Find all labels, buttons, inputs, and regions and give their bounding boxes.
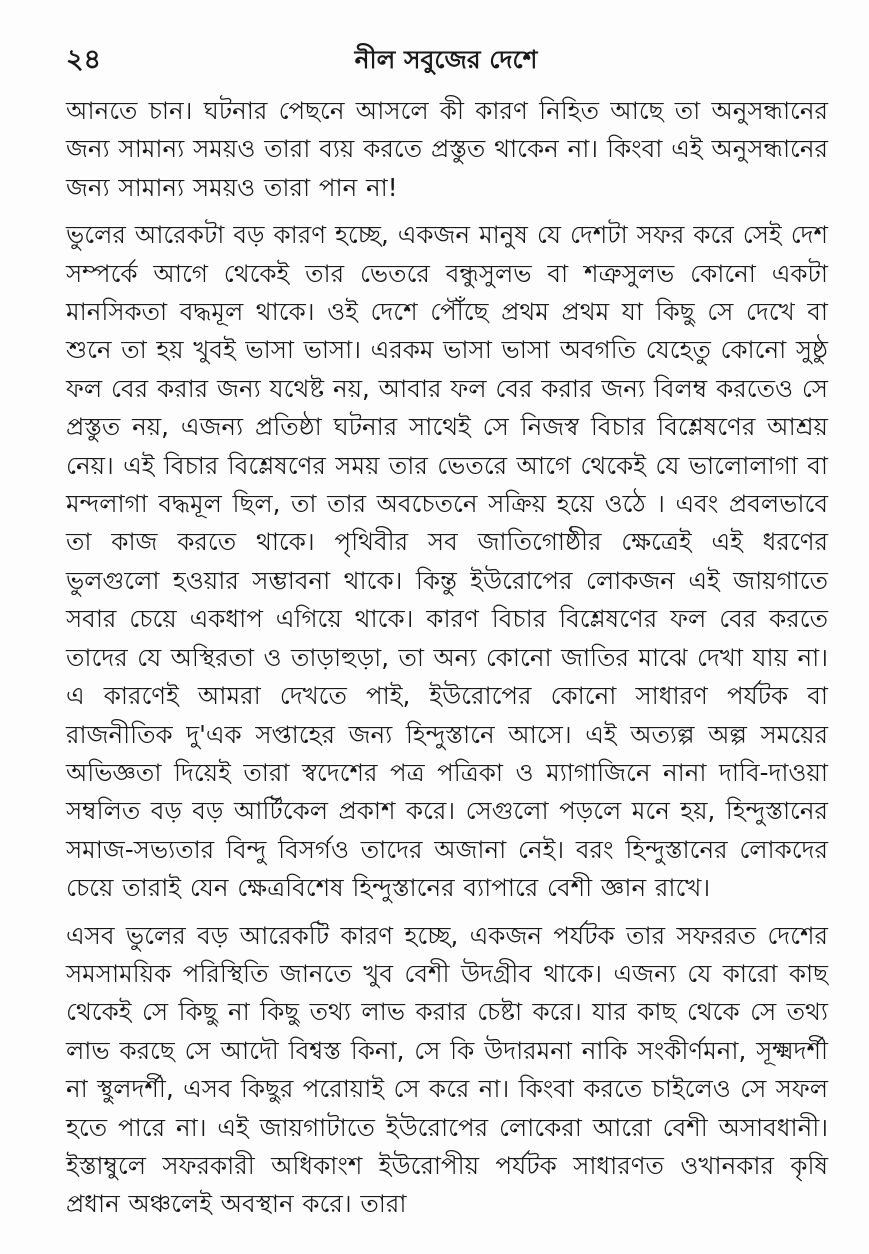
body-text xyxy=(66,92,828,1224)
running-title: নীল সবুজের দেশে xyxy=(354,45,538,74)
paragraph-1: আনতে চান। ঘটনার পেছনে আসলে কী কারণ নিহিত আছে তা অনুসন্ধানের জন্য সামান্য সময়ও তারা ব্যয় করতে প্রস্তুত থাকেন না। কিংবা এই অনুসন্ধানের জন্য সামান্য সময়ও তারা পান না! xyxy=(66,96,828,202)
page-number: ২৪ xyxy=(66,44,102,75)
paragraph-2: ভুলের আরেকটা বড় কারণ হচ্ছে, একজন মানুষ যে দেশটা সফর করে সেই দেশ সম্পর্কে আগে থেকেই তার ভেতরে বন্ধুসুলভ বা শত্রুসুলভ কোনো একটা মানসিকতা বদ্ধমূল থাকে। ওই দেশে পৌঁছে প্রথম প্রথম যা কিছু সে দেখে বা শুনে তা হয় খুবই ভাসা ভাসা। এরকম ভাসা ভাসা অবগতি যেহেতু কোনো সুষ্ঠু ফল বের করার জন্য যথেষ্ট নয়, আবার ফল বের করার জন্য বিলম্ব করতেও সে প্রস্তুত নয়, এজন্য প্রতিষ্ঠা ঘটনার সাথেই সে নিজস্ব বিচার বিশ্লেষণের আশ্রয় নেয়। এই বিচার বিশ্লেষণের সময় তার ভেতরে আগে থেকেই যে ভালোলাগা বা মন্দলাগা বদ্ধমূল ছিল, তা তার অবচেতনে সক্রিয় হয়ে ওঠে । এবং প্রবলভাবে তা কাজ করতে থাকে। পৃথিবীর সব জাতিগোষ্ঠীর ক্ষেত্রেই এই ধরণের ভুলগুলো হওয়ার সম্ভাবনা থাকে। কিন্তু ইউরোপের লোকজন এই জায়গাতে সবার চেয়ে একধাপ এগিয়ে থাকে। কারণ বিচার বিশ্লেষণের ফল বের করতে তাদের যে অস্থিরতা ও তাড়াহুড়া, তা অন্য কোনো জাতির মাঝে দেখা যায় না। এ কারণেই আমরা দেখতে পাই, ইউরোপের কোনো সাধারণ পর্যটক বা রাজনীতিক দু'এক সপ্তাহের জন্য হিন্দুস্তানে আসে। এই অত্যল্প অল্প সময়ের অভিজ্ঞতা দিয়েই তারা স্বদেশের পত্র পত্রিকা ও ম্যাগাজিনে নানা দাবি-দাওয়া সম্বলিত বড় বড় আর্টিকেল প্রকাশ করে। সেগুলো পড়লে মনে হয়, হিন্দুস্তানের সমাজ-সভ্যতার বিন্দু বিসর্গও তাদের অজানা নেই। বরং হিন্দুস্তানের লোকদের চেয়ে তারাই যেন ক্ষেত্রবিশেষ হিন্দুস্তানের ব্যাপারে বেশী জ্ঞান রাখে। xyxy=(66,220,828,903)
page-header xyxy=(66,40,826,80)
paragraph-3: এসব ভুলের বড় আরেকটি কারণ হচ্ছে, একজন পর্যটক তার সফররত দেশের সমসাময়িক পরিস্থিতি জানতে খুব বেশী উদগ্রীব থাকে। এজন্য যে কারো কাছ থেকেই সে কিছু না কিছু তথ্য লাভ করার চেষ্টা করে। যার কাছ থেকে সে তথ্য লাভ করছে সে আদৌ বিশ্বস্ত কিনা, সে কি উদারমনা নাকি সংকীর্ণমনা, সূক্ষ্মদর্শী না স্থুলদর্শী, এসব কিছুর পরোয়াই সে করে না। কিংবা করতে চাইলেও সে সফল হতে পারে না। এই জায়গাটাতে ইউরোপের লোকেরা আরো বেশী অসাবধানী। ইস্তাম্বুলে সফরকারী অধিকাংশ ইউরোপীয় পর্যটক সাধারণত ওখানকার কৃষি প্রধান অঞ্চলেই অবস্থান করে। তারা xyxy=(66,920,828,1219)
